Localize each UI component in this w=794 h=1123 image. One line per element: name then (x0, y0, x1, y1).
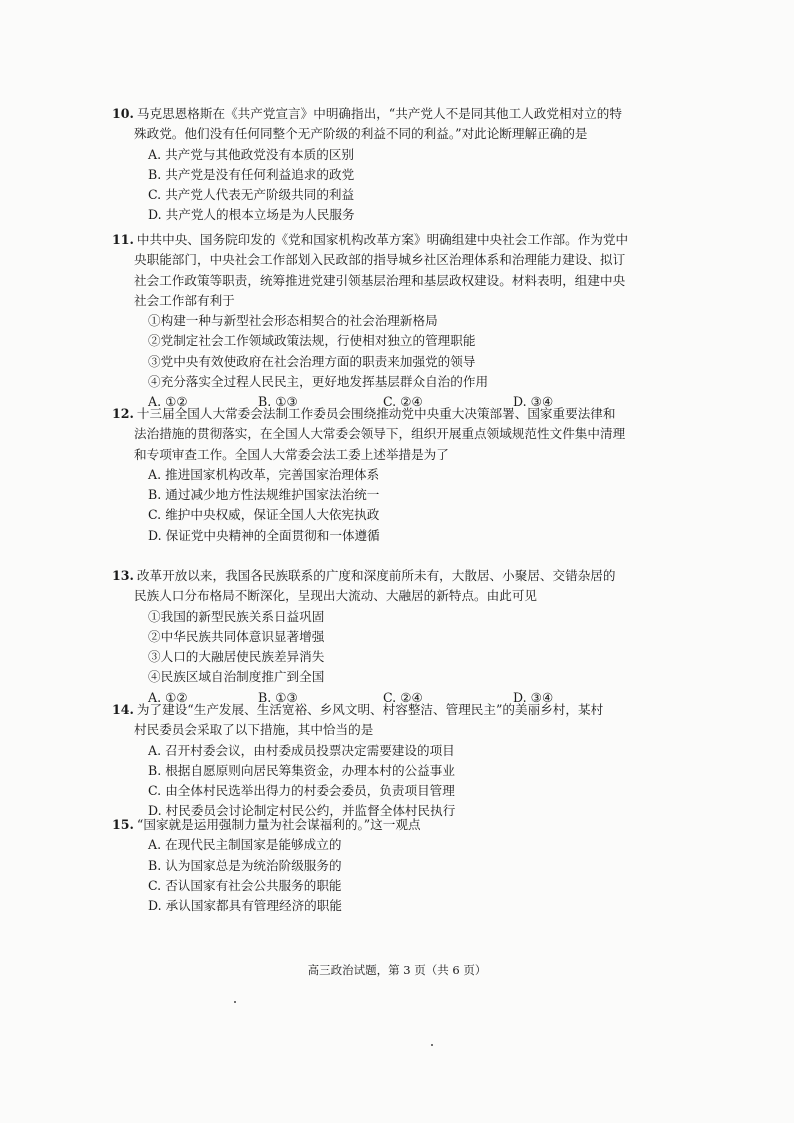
question-number: 12. (112, 406, 134, 421)
question-stem-line (112, 700, 658, 720)
stem-text: 村民委员会采取了以下措施，其中恰当的是 (134, 722, 374, 738)
answer-option[interactable]: A. 召开村委会议，由村委成员投票决定需要建设的项目 (148, 742, 455, 758)
question-stem-line (134, 424, 658, 444)
answer-option[interactable]: C. 维护中央权威，保证全国人大依宪执政 (148, 507, 380, 523)
answer-option[interactable]: D. ③④ (513, 689, 554, 705)
page-footer: 高三政治试题，第 3 页（共 6 页） (307, 963, 487, 977)
question-stem-line (134, 445, 658, 465)
answer-option[interactable]: D. ③④ (513, 394, 554, 410)
question-number: 11. (112, 232, 134, 247)
question-10 (112, 104, 658, 226)
stem-text: 中共中央、国务院印发的《党和国家机构改革方案》明确组建中央社会工作部。作为党中 (136, 232, 629, 247)
question-stem-line (112, 104, 658, 124)
statement-item: ③党中央有效使政府在社会治理方面的职责来加强党的领导 (148, 353, 476, 369)
statement-item: ②中华民族共同体意识显著增强 (148, 628, 325, 644)
question-stem-line (112, 230, 658, 250)
question-number: 13. (112, 568, 134, 583)
question-12 (112, 404, 658, 546)
stem-text: 殊政党。他们没有任何同整个无产阶级的利益不同的利益。”对此论断理解正确的是 (134, 126, 588, 142)
answer-option[interactable]: C. 共产党人代表无产阶级共同的利益 (148, 187, 355, 203)
answer-option[interactable]: B. 根据自愿原则向居民筹集资金，办理本村的公益事业 (148, 762, 455, 778)
question-stem-line (134, 720, 658, 740)
answer-option[interactable]: B. 认为国家总是为统治阶级服务的 (148, 857, 342, 873)
statement-item: ④充分落实全过程人民民主，更好地发挥基层群众自治的作用 (148, 374, 489, 390)
question-stem-line (134, 124, 658, 144)
answer-option[interactable]: B. ①③ (258, 689, 298, 705)
answer-option[interactable]: D. 共产党人的根本立场是为人民服务 (148, 207, 355, 223)
answer-option[interactable]: C. 否认国家有社会公共服务的职能 (148, 877, 342, 893)
answer-option[interactable]: C. 由全体村民选举出得力的村委会委员，负责项目管理 (148, 783, 455, 799)
question-11 (112, 230, 658, 412)
statement-item: ③人口的大融居使民族差异消失 (148, 649, 325, 665)
stem-text: 央职能部门，中央社会工作部划入民政部的指导城乡社区治理体系和治理能力建设、拟订 (134, 252, 626, 268)
question-13 (112, 566, 658, 708)
stem-text: 十三届全国人大常委会法制工作委员会围绕推动党中央重大决策部署、国家重要法律和 (136, 406, 616, 421)
question-stem-line (112, 815, 658, 835)
question-stem-line (112, 404, 658, 424)
stem-text: 马克思恩格斯在《共产党宣言》中明确指出，“共产党人不是同其他工人政党相对立的特 (136, 106, 622, 121)
question-14 (112, 700, 658, 822)
stem-text: 改革开放以来，我国各民族联系的广度和深度前所未有，大散居、小聚居、交错杂居的 (136, 568, 616, 583)
stem-text: 民族人口分布格局不断深化，呈现出大流动、大融居的新特点。由此可见 (134, 588, 537, 604)
answer-option[interactable]: D. 村民委员会讨论制定村民公约，并监督全体村民执行 (148, 803, 456, 819)
question-number: 14. (112, 702, 134, 717)
answer-option[interactable]: B. ①③ (258, 394, 298, 410)
question-stem-line (134, 586, 658, 606)
stem-text: 社会工作政策等职责，统筹推进党建引领基层治理和基层政权建设。材料表明，组建中央 (134, 272, 626, 288)
statement-item: ②党制定社会工作领域政策法规，行使相对独立的管理职能 (148, 333, 476, 349)
statement-item: ①我国的新型民族关系日益巩固 (148, 608, 325, 624)
stem-text: 和专项审查工作。全国人大常委会法工委上述举措是为了 (134, 446, 449, 462)
question-stem-line (134, 250, 658, 270)
question-stem-line (134, 291, 658, 311)
scan-speck (431, 1044, 433, 1046)
answer-option[interactable]: D. 承认国家都具有管理经济的职能 (148, 898, 342, 914)
answer-option[interactable]: B. 共产党是没有任何利益追求的政党 (148, 166, 355, 182)
answer-option[interactable]: C. ②④ (383, 689, 423, 705)
stem-text: 法治措施的贯彻落实，在全国人大常委会领导下，组织开展重点领域规范性文件集中清理 (134, 426, 626, 442)
question-stem-line (112, 566, 658, 586)
answer-option[interactable]: A. 推进国家机构改革，完善国家治理体系 (148, 466, 380, 482)
answer-option[interactable]: B. 通过减少地方性法规维护国家法治统一 (148, 487, 380, 503)
question-number: 15. (112, 817, 134, 832)
question-stem-line (134, 271, 658, 291)
statement-item: ①构建一种与新型社会形态相契合的社会治理新格局 (148, 313, 438, 329)
answer-option[interactable]: D. 保证党中央精神的全面贯彻和一体遵循 (148, 527, 380, 543)
answer-option[interactable]: C. ②④ (383, 394, 423, 410)
stem-text: 社会工作部有利于 (134, 292, 235, 308)
answer-option[interactable]: A. 在现代民主制国家是能够成立的 (148, 837, 342, 853)
statement-item: ④民族区域自治制度推广到全国 (148, 669, 325, 685)
stem-text: “国家就是运用强制力量为社会谋福利的。”这一观点 (136, 817, 421, 832)
answer-option[interactable]: A. ①② (148, 689, 188, 705)
stem-text: 为了建设“生产发展、生活宽裕、乡风文明、村容整洁、管理民主”的美丽乡村，某村 (136, 702, 604, 717)
answer-option[interactable]: A. 共产党与其他政党没有本质的区别 (148, 146, 355, 162)
question-15 (112, 815, 658, 916)
scan-speck (234, 1001, 236, 1003)
answer-option[interactable]: A. ①② (148, 394, 188, 410)
question-number: 10. (112, 106, 134, 121)
